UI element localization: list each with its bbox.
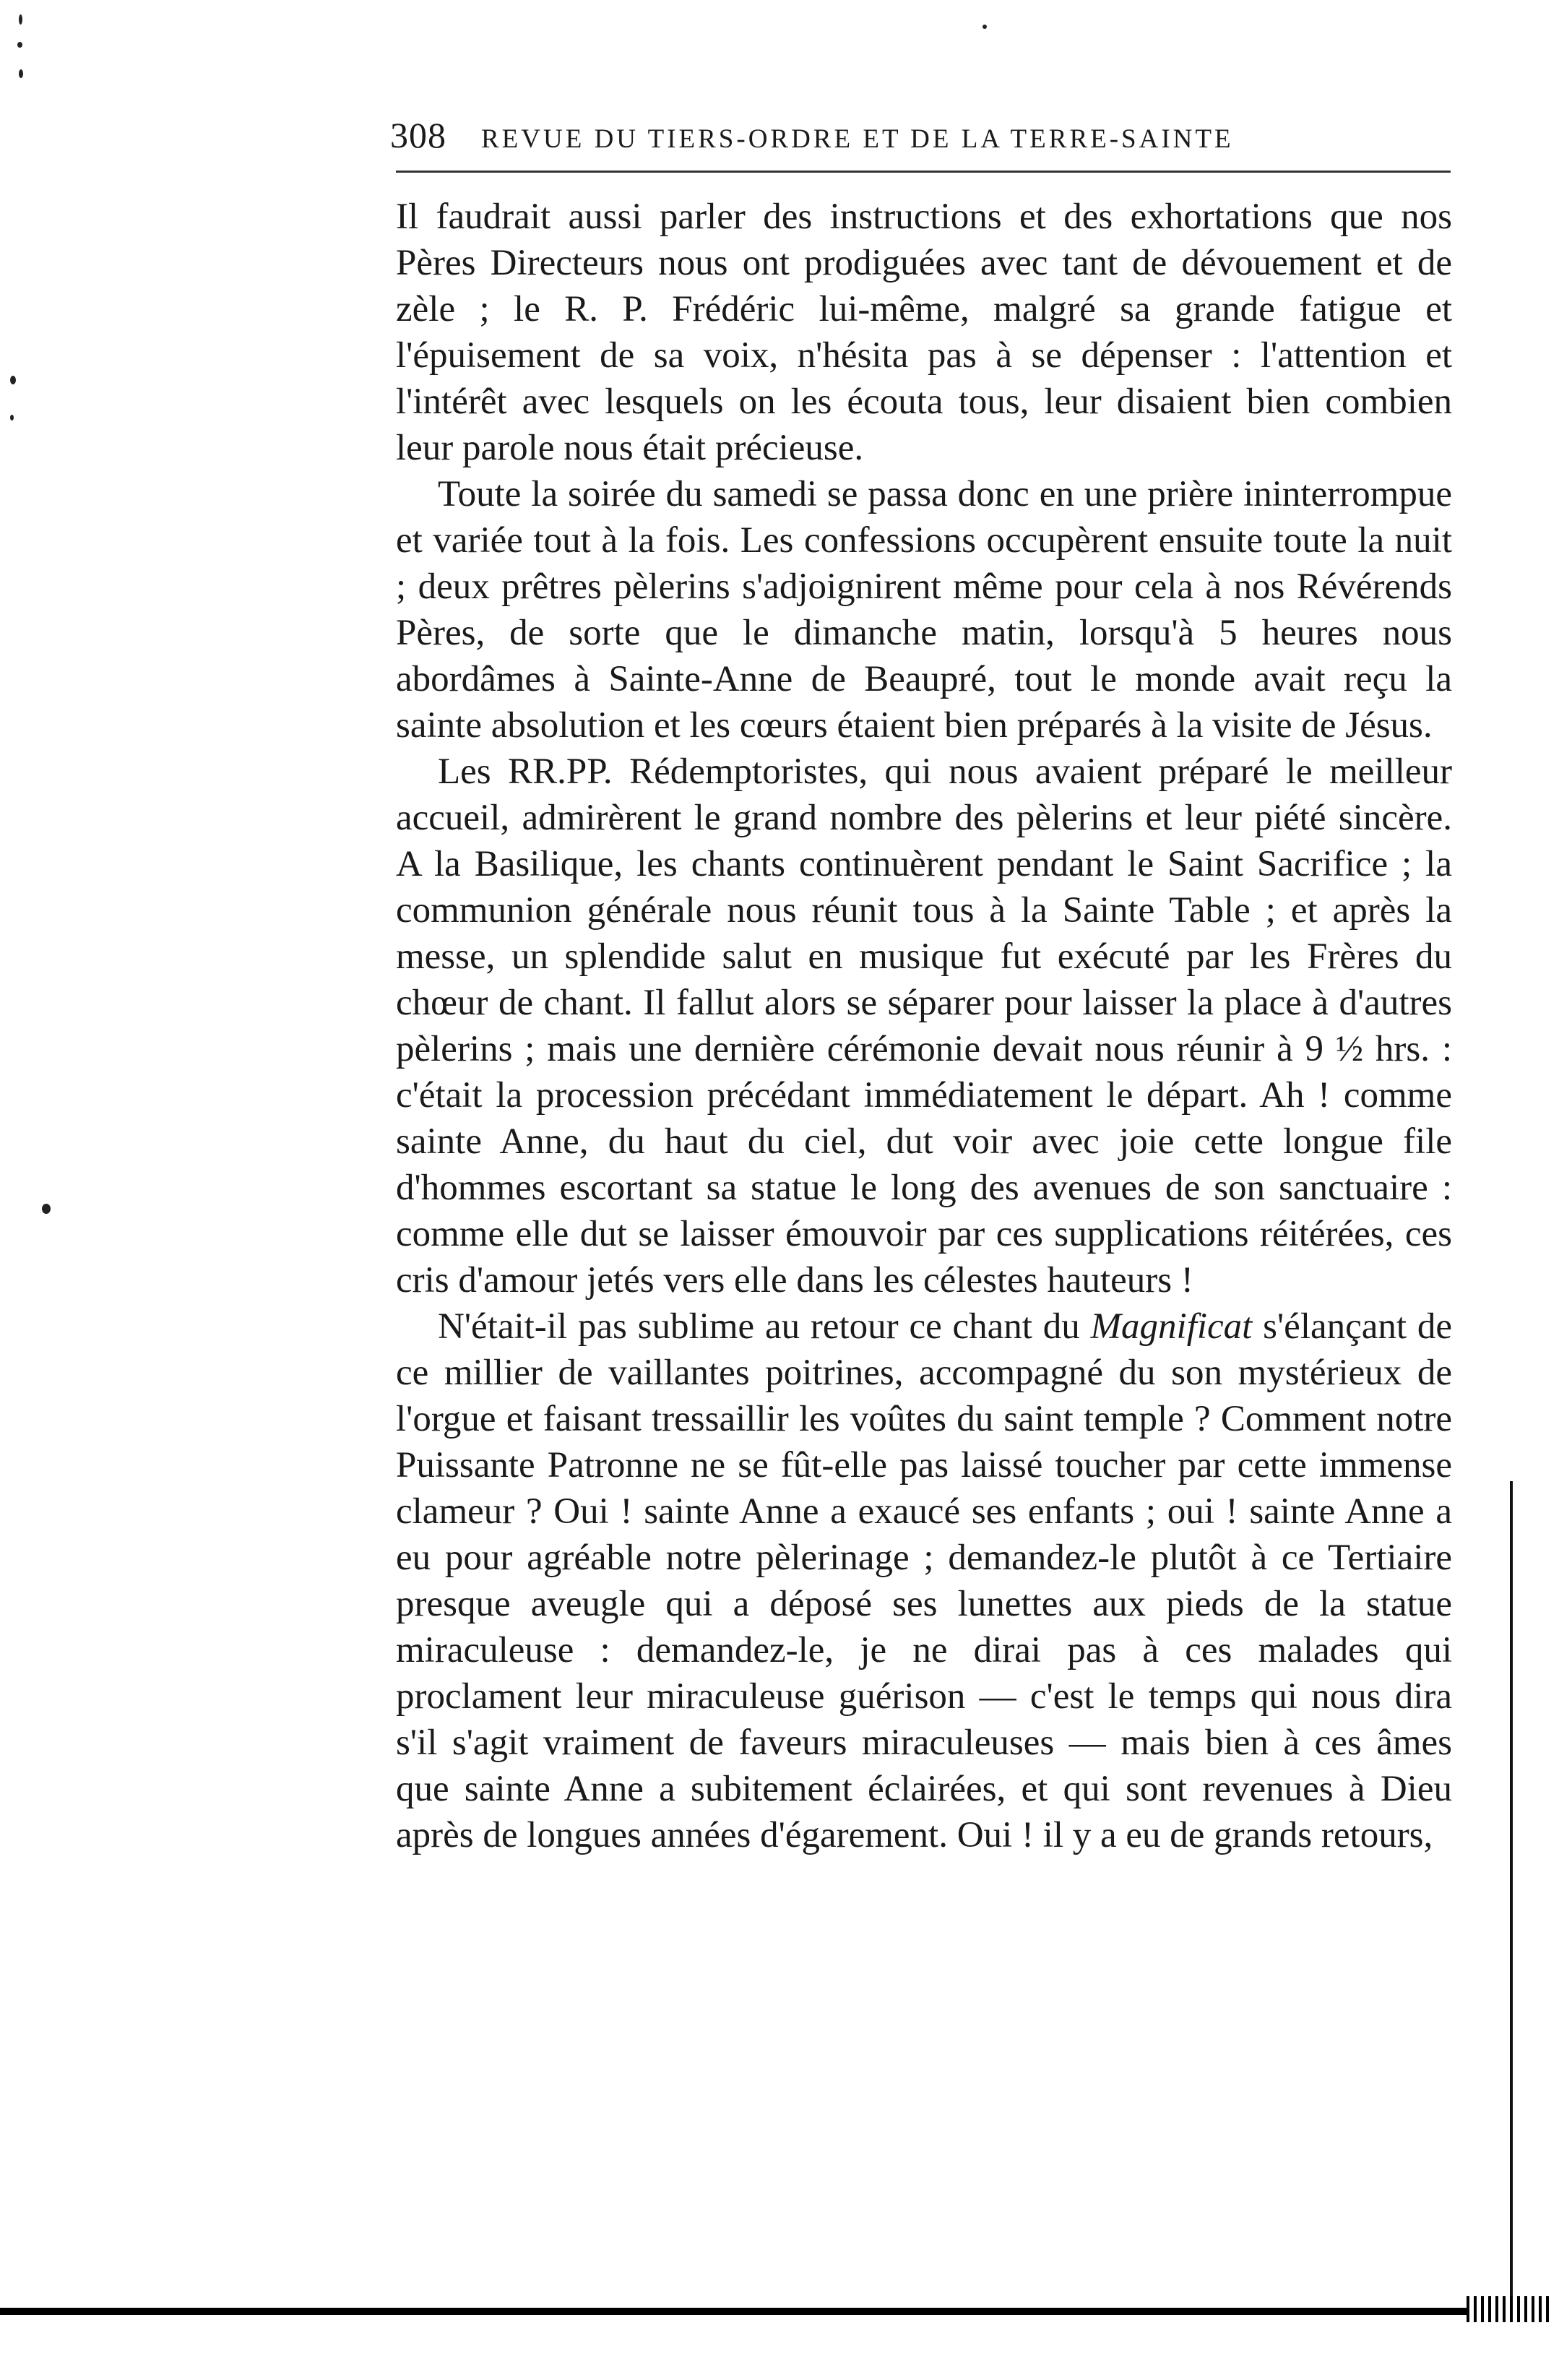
paragraph-4-start: N'était-il pas sublime au retour ce chant du xyxy=(438,1306,1091,1347)
paragraph-4 xyxy=(396,1303,1452,1858)
paragraph-4-rest: s'élançant de ce millier de vaillantes poitrines, accompagné du son mystérieux de l'orgue et faisant tressaillir les voûtes du saint temple ? Comment notre Puissante Patronne ne se fût-elle pas laissé toucher par cette immense clameur ? Oui ! sainte Anne a exaucé ses enfants ; oui ! sainte Anne a eu pour agréable notre pèlerinage ; demandez-le plutôt à ce Tertiaire presque aveugle qui a déposé ses lunettes aux pieds de la statue miraculeuse : demandez-le, je ne dirai pas à ces malades qui proclament leur miraculeuse guérison — c'est le temps qui nous dira s'il s'agit vraiment de faveurs miraculeuses — mais bien à ces âmes que sainte Anne a subitement éclairées, et qui sont revenues à Dieu après de longues années d'égarement. Oui ! il y a eu de grands retours, xyxy=(396,1306,1452,1855)
scan-speck xyxy=(42,1204,51,1214)
scan-bottom-edge xyxy=(0,2298,1559,2380)
body-text xyxy=(396,194,1452,1858)
paragraph-3: Les RR.PP. Rédemptoristes, qui nous avaient préparé le meilleur accueil, admirèrent le grand nombre des pèlerins et leur piété sincère. A la Basilique, les chants continuèrent pendant le Saint Sacrifice ; la communion générale nous réunit tous à la Sainte Table ; et après la messe, un splendide salut en musique fut exécuté par les Frères du chœur de chant. Il fallut alors se séparer pour laisser la place à d'autres pèlerins ; mais une dernière cérémonie devait nous réunir à 9 ½ hrs. : c'était la procession précédant immédiatement le départ. Ah ! comme sainte Anne, du haut du ciel, dut voir avec joie cette longue file d'hommes escortant sa statue le long des avenues de son sanctuaire : comme elle dut se laisser émouvoir par ces supplications réitérées, ces cris d'amour jetés vers elle dans les célestes hauteurs ! xyxy=(396,751,1452,1301)
paragraph-1: Il faudrait aussi parler des instructions et des exhortations que nos Pères Directeurs nous ont prodiguées avec tant de dévouement et de zèle ; le R. P. Frédéric lui-même, malgré sa grande fatigue et l'épuisement de sa voix, n'hésita pas à se dépenser : l'attention et l'intérêt avec lesquels on les écouta tous, leur disaient bien combien leur parole nous était précieuse. xyxy=(396,197,1452,468)
scan-speck xyxy=(10,376,16,384)
scan-speck xyxy=(19,69,23,78)
header-rule xyxy=(396,171,1451,173)
scan-speck xyxy=(10,415,14,421)
magnificat-title: Magnificat xyxy=(1090,1306,1253,1347)
scan-speck xyxy=(983,25,987,29)
paragraph-2: Toute la soirée du samedi se passa donc en une prière ininterrompue et variée tout à la fois. Les confessions occupèrent ensuite toute la nuit ; deux prêtres pèlerins s'adjoignirent même pour cela à nos Révérends Pères, de sorte que le dimanche matin, lorsqu'à 5 heures nous abordâmes à Sainte-Anne de Beaupré, tout le monde avait reçu la sainte absolution et les cœurs étaient bien préparés à la visite de Jésus. xyxy=(396,474,1452,746)
running-head xyxy=(390,114,1452,165)
scan-edge-line xyxy=(0,2308,1510,2315)
scan-right-edge xyxy=(1510,1481,1513,2312)
page-number: 308 xyxy=(390,115,446,155)
scan-speck xyxy=(17,42,22,48)
scan-edge-ticks xyxy=(1467,2296,1553,2322)
journal-title: REVUE DU TIERS-ORDRE ET DE LA TERRE-SAINTE xyxy=(481,124,1234,154)
scan-speck xyxy=(19,14,22,25)
